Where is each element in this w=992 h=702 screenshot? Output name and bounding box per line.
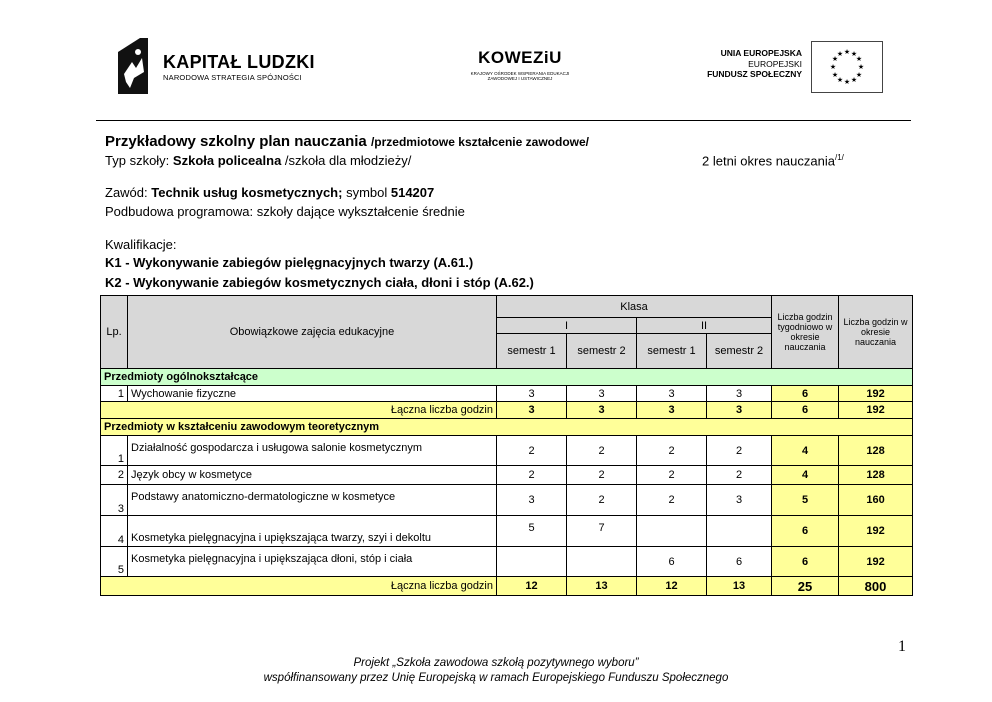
symbol-value: 514207 [390,185,435,200]
period-footnote: /1/ [834,153,844,162]
row-weekly: 6 [772,547,839,577]
sum-sem: 3 [637,402,707,419]
row-subject: Język obcy w kosmetyce [128,466,497,485]
header-sem2-I: semestr 2 [567,334,637,369]
row-total: 128 [839,466,913,485]
header-total-hours: Liczba godzin w okresie nauczania [839,296,913,369]
row-sem: 2 [637,466,707,485]
kapital-ludzki-subtitle: NARODOWA STRATEGIA SPÓJNOŚCI [163,73,302,82]
svg-text:★: ★ [857,63,865,71]
header-sem1-II: semestr 1 [637,334,707,369]
row-sem: 2 [567,436,637,466]
svg-text:★: ★ [850,50,858,58]
school-value: Szkoła policealna [172,153,282,168]
sum-total: 800 [839,577,913,596]
section-general: Przedmioty ogólnokształcące [101,369,913,386]
row-sem: 2 [497,436,567,466]
sum-sem: 13 [707,577,772,596]
header-sem2-II: semestr 2 [707,334,772,369]
row-total: 192 [839,547,913,577]
page-number: 1 [898,638,906,655]
eu-line-3: FUNDUSZ SPOŁECZNY [707,69,802,79]
row-lp: 2 [101,466,128,485]
row-sem: 6 [637,547,707,577]
row-weekly: 6 [772,386,839,402]
sum-row [101,402,913,419]
row-sem: 2 [707,466,772,485]
sum-sem: 3 [707,402,772,419]
svg-text:★: ★ [836,50,844,58]
row-sem: 2 [637,436,707,466]
header-weekly-hours: Liczba godzin tygodniowo w okresie nauczania [772,296,839,369]
qualification-k1: K1 - Wykonywanie zabiegów pielęgnacyjnych twarzy (A.61.) [105,255,474,270]
row-total: 128 [839,436,913,466]
row-sem: 3 [567,386,637,402]
footer [196,656,796,686]
school-suffix: /szkoła dla młodzieży/ [281,153,412,168]
sum-weekly: 6 [772,402,839,419]
header-subject: Obowiązkowe zajęcia edukacyjne [128,296,497,369]
table-row [101,485,913,516]
header-klasa: Klasa [497,296,772,318]
svg-text:★: ★ [831,55,839,63]
svg-text:★: ★ [831,71,839,79]
period-text: 2 letni okres nauczania [702,153,835,169]
row-subject: Podstawy anatomiczno-dermatologiczne w kosmetyce [128,485,497,516]
sum-sem: 12 [637,577,707,596]
sum-label: Łączna liczba godzin [101,402,497,419]
row-weekly: 5 [772,485,839,516]
header-divider [96,120,911,121]
profession-label: Zawód: [105,185,152,200]
title-sub: /przedmiotowe kształcenie zawodowe/ [370,135,589,149]
row-sem: 3 [637,386,707,402]
header-sem1-I: semestr 1 [497,334,567,369]
header-lp: Lp. [101,296,128,369]
symbol-label: symbol [342,185,391,200]
qualification-k2: K2 - Wykonywanie zabiegów kosmetycznych ciała, dłoni i stóp (A.62.) [105,275,534,290]
footer-line-2: współfinansowany przez Unię Europejską w ramach Europejskiego Funduszu Społecznego [263,672,729,684]
row-sem [497,547,567,577]
kowezu-title: KOWEZiU [478,48,562,67]
row-sem: 2 [497,466,567,485]
table-row [101,386,913,402]
title-main: Przykładowy szkolny plan nauczania [105,133,367,150]
svg-text:★: ★ [843,48,851,56]
table-row [101,547,913,577]
sum-row [101,577,913,596]
document-title [105,133,589,150]
svg-text:★: ★ [855,71,863,79]
row-sem: 3 [497,386,567,402]
row-sem: 7 [567,516,637,547]
school-type [105,153,411,168]
eu-line-2: EUROPEJSKI [748,58,802,69]
kowezu-subtitle: KRAJOWY OŚRODEK WSPIERANIA EDUKACJI ZAWODOWEJ I USTAWICZNEJ [470,71,570,81]
row-subject: Wychowanie fizyczne [128,386,497,402]
svg-text:★: ★ [836,76,844,84]
kapital-ludzki-logo-icon [118,38,148,94]
row-sem: 2 [567,485,637,516]
row-sem: 3 [707,485,772,516]
row-sem [707,516,772,547]
svg-text:★: ★ [843,78,851,86]
sum-sem: 12 [497,577,567,596]
kapital-ludzki-title: KAPITAŁ LUDZKI [163,52,315,72]
row-sem: 2 [567,466,637,485]
school-label: Typ szkoły: [105,153,173,168]
program-base: Podbudowa programowa: szkoły dające wykształcenie średnie [105,204,465,219]
row-lp: 4 [101,516,128,547]
row-total: 192 [839,516,913,547]
row-sem: 2 [707,436,772,466]
footer-line-1: Projekt „Szkoła zawodowa szkołą pozytywnego wyboru” [353,657,639,669]
table-row [101,516,913,547]
row-lp: 1 [101,436,128,466]
sum-label: Łączna liczba godzin [101,577,497,596]
row-subject: Działalność gospodarcza i usługowa salonie kosmetycznym [128,436,497,466]
profession [105,185,434,200]
curriculum-table [100,295,913,596]
eu-flag-icon [811,41,883,93]
sum-sem: 3 [497,402,567,419]
row-lp: 1 [101,386,128,402]
row-weekly: 6 [772,516,839,547]
row-sem: 2 [637,485,707,516]
section-vocational: Przedmioty w kształceniu zawodowym teoretycznym [101,419,913,436]
sum-sem: 3 [567,402,637,419]
header-class-I: I [497,318,637,334]
eu-line-1: UNIA EUROPEJSKA [720,48,802,58]
row-sem: 6 [707,547,772,577]
table-row [101,436,913,466]
row-total: 160 [839,485,913,516]
row-weekly: 4 [772,466,839,485]
row-lp: 3 [101,485,128,516]
row-sem [567,547,637,577]
sum-weekly: 25 [772,577,839,596]
teaching-period [702,153,844,168]
row-sem [637,516,707,547]
row-subject: Kosmetyka pielęgnacyjna i upiększająca dłoni, stóp i ciała [128,547,497,577]
table-row [101,466,913,485]
sum-total: 192 [839,402,913,419]
row-subject: Kosmetyka pielęgnacyjna i upiększająca twarzy, szyi i dekoltu [128,516,497,547]
eu-text [655,48,802,80]
row-sem: 5 [497,516,567,547]
svg-text:★: ★ [850,76,858,84]
svg-text:★: ★ [855,55,863,63]
row-sem: 3 [497,485,567,516]
qualifications-label: Kwalifikacje: [105,237,177,252]
row-lp: 5 [101,547,128,577]
profession-value: Technik usług kosmetycznych; [151,185,343,200]
row-total: 192 [839,386,913,402]
kowezu-logo [460,48,580,81]
row-weekly: 4 [772,436,839,466]
sum-sem: 13 [567,577,637,596]
header-class-II: II [637,318,772,334]
svg-text:★: ★ [829,63,837,71]
row-sem: 3 [707,386,772,402]
